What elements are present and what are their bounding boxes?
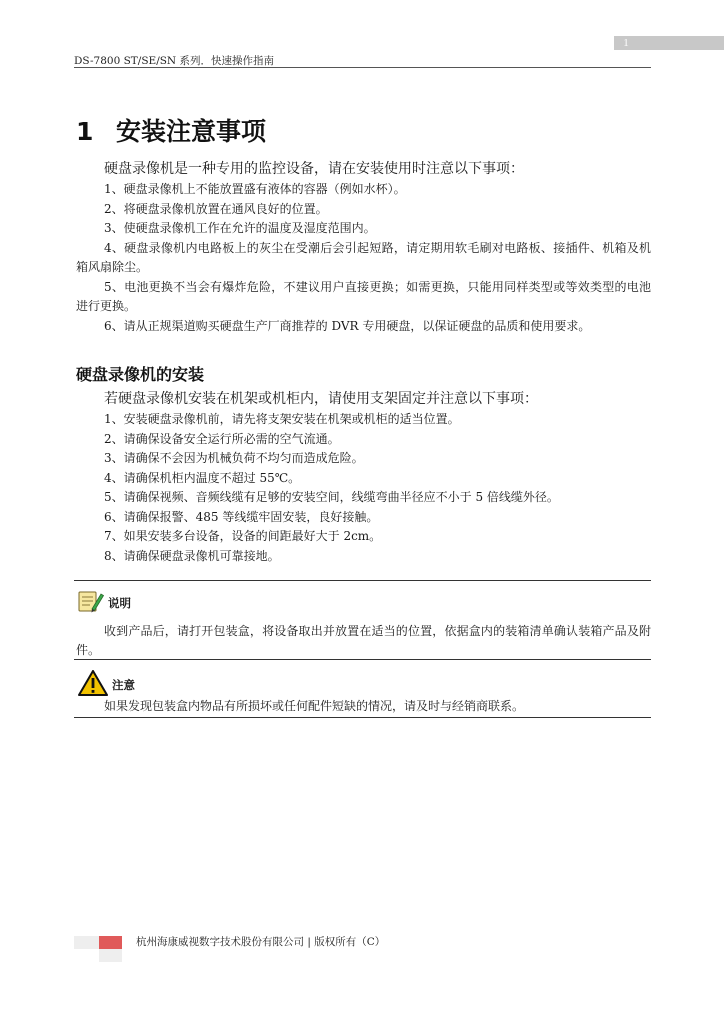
list-item: 2、请确保设备安全运行所必需的空气流通。 bbox=[104, 431, 340, 446]
list-item: 6、请从正规渠道购买硬盘生产厂商推荐的 DVR 专用硬盘，以保证硬盘的品质和使用要求。 bbox=[104, 318, 591, 333]
footer-block-decor bbox=[99, 949, 122, 962]
list-item: 1、硬盘录像机上不能放置盛有液体的容器（例如水杯）。 bbox=[104, 182, 406, 196]
running-header: DS-7800 ST/SE/SN 系列．快速操作指南 bbox=[74, 55, 274, 67]
chapter-title bbox=[76, 112, 266, 148]
header-divider bbox=[74, 67, 651, 68]
precautions-section bbox=[76, 160, 651, 336]
installation-section bbox=[76, 390, 651, 566]
list-item: 4、请确保机柜内温度不超过 55℃。 bbox=[104, 470, 301, 485]
footer-accent-block bbox=[99, 936, 122, 949]
caution-text: 如果发现包装盒内物品有所损坏或任何配件短缺的情况，请及时与经销商联系。 bbox=[104, 699, 525, 713]
precautions-intro: 硬盘录像机是一种专用的监控设备，请在安装使用时注意以下事项： bbox=[104, 161, 524, 177]
note-pencil-icon bbox=[78, 589, 104, 617]
chapter-number: 1 bbox=[76, 117, 94, 146]
list-item: 3、使硬盘录像机工作在允许的温度及湿度范围内。 bbox=[104, 221, 376, 235]
caution-header bbox=[78, 670, 135, 700]
list-item: 3、请确保不会因为机械负荷不均匀而造成危险。 bbox=[104, 451, 364, 465]
list-item: 5、电池更换不当会有爆炸危险，不建议用户直接更换；如需更换，只能用同样类型或等效类型的电池进行更换。 bbox=[76, 279, 651, 313]
list-item: 7、如果安装多台设备，设备的间距最好大于 2cm。 bbox=[104, 529, 382, 543]
caution-bottom-divider bbox=[74, 717, 651, 718]
footer-copyright: 杭州海康威视数字技术股份有限公司 | 版权所有（C） bbox=[136, 936, 386, 948]
list-item: 4、硬盘录像机内电路板上的灰尘在受潮后会引起短路，请定期用软毛刷对电路板、接插件、机箱及机箱风扇除尘。 bbox=[76, 240, 651, 274]
note-label: 说明 bbox=[108, 596, 131, 610]
caution-label: 注意 bbox=[112, 678, 135, 692]
note-header bbox=[78, 589, 131, 617]
note-top-divider bbox=[74, 580, 651, 581]
chapter-title-text: 安装注意事项 bbox=[116, 117, 267, 146]
note-bottom-divider bbox=[74, 659, 651, 660]
installation-intro: 若硬盘录像机安装在机架或机柜内，请使用支架固定并注意以下事项： bbox=[104, 391, 538, 407]
list-item: 2、将硬盘录像机放置在通风良好的位置。 bbox=[104, 201, 328, 216]
list-item: 5、请确保视频、音频线缆有足够的安装空间，线缆弯曲半径应不小于 5 倍线缆外径。 bbox=[104, 490, 559, 504]
section-title: 硬盘录像机的安装 bbox=[76, 365, 205, 384]
page-number: 1 bbox=[623, 37, 629, 49]
warning-triangle-icon bbox=[78, 670, 108, 700]
list-item: 8、请确保硬盘录像机可靠接地。 bbox=[104, 548, 280, 563]
list-item: 1、安装硬盘录像机前，请先将支架安装在机架或机柜的适当位置。 bbox=[104, 412, 460, 426]
list-item: 6、请确保报警、485 等线缆牢固安装，良好接触。 bbox=[104, 509, 379, 524]
note-text: 收到产品后，请打开包装盒，将设备取出并放置在适当的位置，依据盒内的装箱清单确认装箱产品及附件。 bbox=[76, 624, 651, 657]
footer-block-decor bbox=[74, 936, 99, 949]
